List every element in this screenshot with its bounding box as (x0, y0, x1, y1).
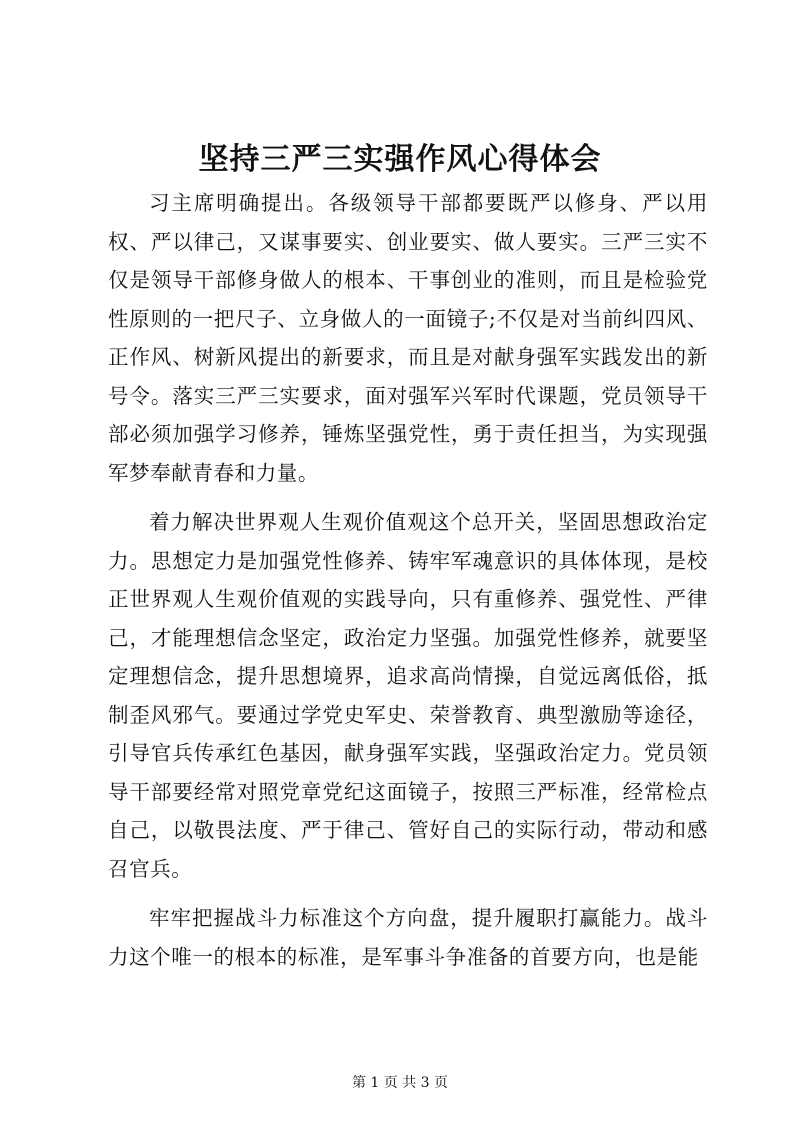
paragraph-3: 牢牢把握战斗力标准这个方向盘，提升履职打赢能力。战斗力这个唯一的根本的标准，是军事斗争准备的首要方向，也是能 (108, 906, 708, 969)
page-title: 坚持三严三实强作风心得体会 (198, 142, 602, 177)
paragraph-1: 习主席明确提出。各级领导干部都要既严以修身、严以用权、严以律己，又谋事要实、创业要实、做人要实。三严三实不仅是领导干部修身做人的根本、干事创业的准则，而且是检验党性原则的一把尺子、立身做人的一面镜子;不仅是对当前纠四风、正作风、树新风提出的新要求，而且是对献身强军实践发出的新号令。落实三严三实要求，面对强军兴军时代课题，党员领导干部必须加强学习修养，锤炼坚强党性，勇于责任担当，为实现强军梦奉献青春和力量。 (108, 191, 708, 485)
paragraph-2: 着力解决世界观人生观价值观这个总开关，坚固思想政治定力。思想定力是加强党性修养、铸牢军魂意识的具体体现，是校正世界观人生观价值观的实践导向，只有重修养、强党性、严律己，才能理想信念坚定，政治定力坚强。加强党性修养，就要坚定理想信念，提升思想境界，追求高尚情操，自觉远离低俗，抵制歪风邪气。要通过学党史军史、荣誉教育、典型激励等途径，引导官兵传承红色基因，献身强军实践，坚强政治定力。党员领导干部要经常对照党章党纪这面镜子，按照三严标准，经常检点自己，以敬畏法度、严于律己、管好自己的实际行动，带动和感召官兵。 (108, 510, 708, 881)
page-number-footer: 第 1 页 共 3 页 (351, 1075, 449, 1091)
document-body (108, 184, 708, 987)
